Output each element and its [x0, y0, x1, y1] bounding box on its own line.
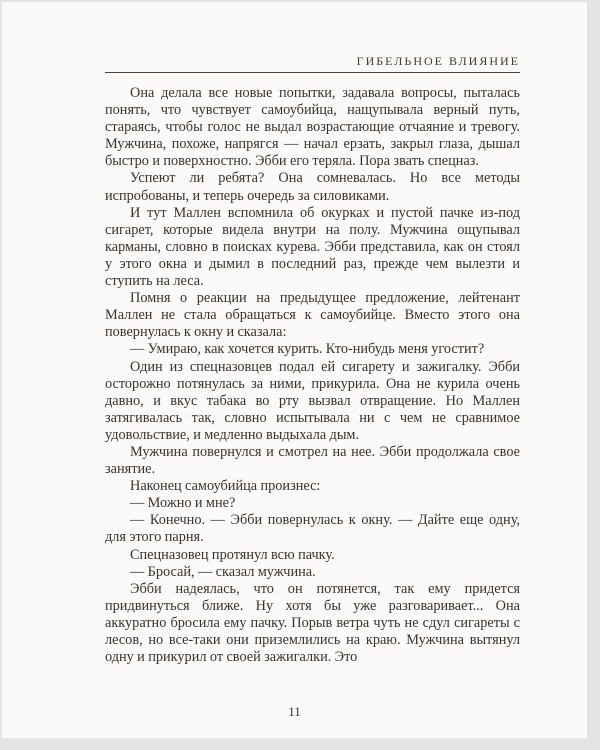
header-rule [105, 72, 520, 73]
page-sheet [2, 2, 587, 738]
paragraph: Помня о реакции на предыдущее предложение, лейтенант Маллен не стала обращаться к самоубийце. Вместо этого она повернулась к окну и сказала: [105, 290, 520, 341]
paragraph: Один из спецназовцев подал ей сигарету и зажигалку. Эбби осторожно потянулась за ними, прикурила. Она не курила очень давно, и вкус табака во рту вызвал отвращение. Но Маллен затягивалась так, словно испытывала ни с чем не сравнимое удовольствие, и медленно выдыхала дым. [105, 358, 520, 443]
paragraph: Эбби надеялась, что он потянется, так ему придется придвинуться ближе. Ну хотя бы уже разговаривает... Она аккуратно бросила ему пачку. Порыв ветра чуть не сдул сигареты с лесов, но все-таки они приземлились на краю. Мужчина вытянул одну и прикурил от своей зажигалки. Это [105, 580, 520, 666]
dialogue-paragraph: — Умираю, как хочется курить. Кто-нибудь меня угостит? [130, 341, 485, 358]
paragraph: Успеют ли ребята? Она сомневалась. Но все методы испробованы, и теперь очередь за силовиками. [105, 170, 520, 204]
paragraph: Спецназовец протянул всю пачку. [130, 546, 335, 563]
page-number: 11 [288, 704, 301, 719]
paragraph: И тут Маллен вспомнила об окурках и пустой пачке из-под сигарет, которые видела внутри на полу. Мужчина ощупывал карманы, словно в поисках курева. Эбби представила, как он стоял у этого окна и дымил в последний раз, прежде чем вылезти и ступить на леса. [105, 204, 520, 290]
dialogue-paragraph: — Бросай, — сказал мужчина. [130, 563, 316, 580]
dialogue-paragraph: — Можно и мне? [130, 495, 236, 512]
dialogue-paragraph: — Конечно. — Эбби повернулась к окну. — Дайте еще одну, для этого парня. [105, 512, 520, 546]
running-header [105, 54, 520, 73]
text-body [105, 85, 520, 666]
paragraph: Она делала все новые попытки, задавала вопросы, пыталась понять, что чувствует самоубийца, нащупывала верный путь, стараясь, чтобы голос не выдал возрастающие отчаяние и тревогу. Мужчина, похоже, напрягся — начал ерзать, закрыл глаза, дышал быстро и поверхностно. Эбби его теряла. Пора звать спецназ. [105, 85, 520, 170]
paragraph: Наконец самоубийца произнес: [130, 478, 321, 495]
running-header-title: ГИБЕЛЬНОЕ ВЛИЯНИЕ [356, 54, 520, 68]
paragraph: Мужчина повернулся и смотрел на нее. Эбби продолжала свое занятие. [105, 443, 520, 478]
